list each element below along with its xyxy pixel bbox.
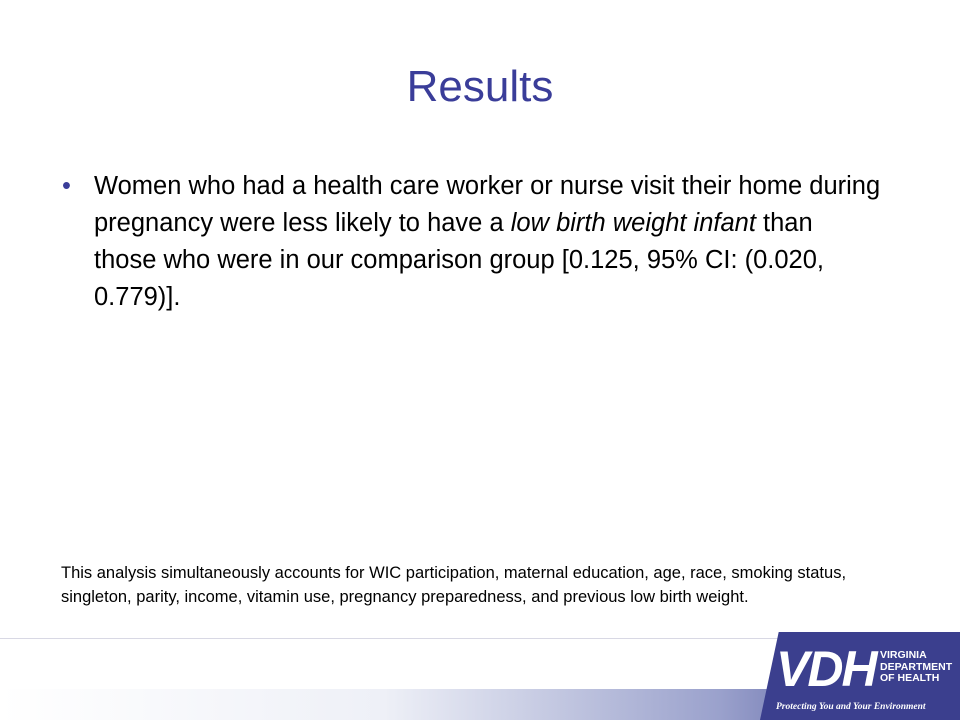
bullet-marker: •: [62, 172, 71, 200]
bullet-text-italic: low birth weight infant: [510, 209, 756, 237]
vdh-logo: [738, 632, 960, 720]
logo-organization-name: [880, 650, 952, 685]
bullet-text-start: Women who had a health care worker or nurse visit their home during pregnancy were less likely to have a: [94, 172, 881, 237]
bullet-text-end: than those who were in our comparison group [0.125, 95% CI: (0.020, 0.779)].: [94, 209, 824, 311]
logo-tagline: Protecting You and Your Environment: [776, 702, 926, 712]
analysis-footnote: This analysis simultaneously accounts for WIC participation, maternal education, age, race, smoking status, singleton, parity, income, vitamin use, pregnancy preparedness, and previous low birth weight.: [61, 564, 847, 606]
logo-line-2: DEPARTMENT: [880, 660, 953, 673]
logo-abbreviation: VDH: [776, 641, 876, 697]
bullet-list: [62, 168, 882, 316]
slide-title: Results: [406, 62, 554, 111]
logo-line-1: VIRGINIA: [880, 649, 927, 661]
bullet-item: [62, 168, 882, 316]
logo-line-3: OF HEALTH: [880, 672, 940, 684]
